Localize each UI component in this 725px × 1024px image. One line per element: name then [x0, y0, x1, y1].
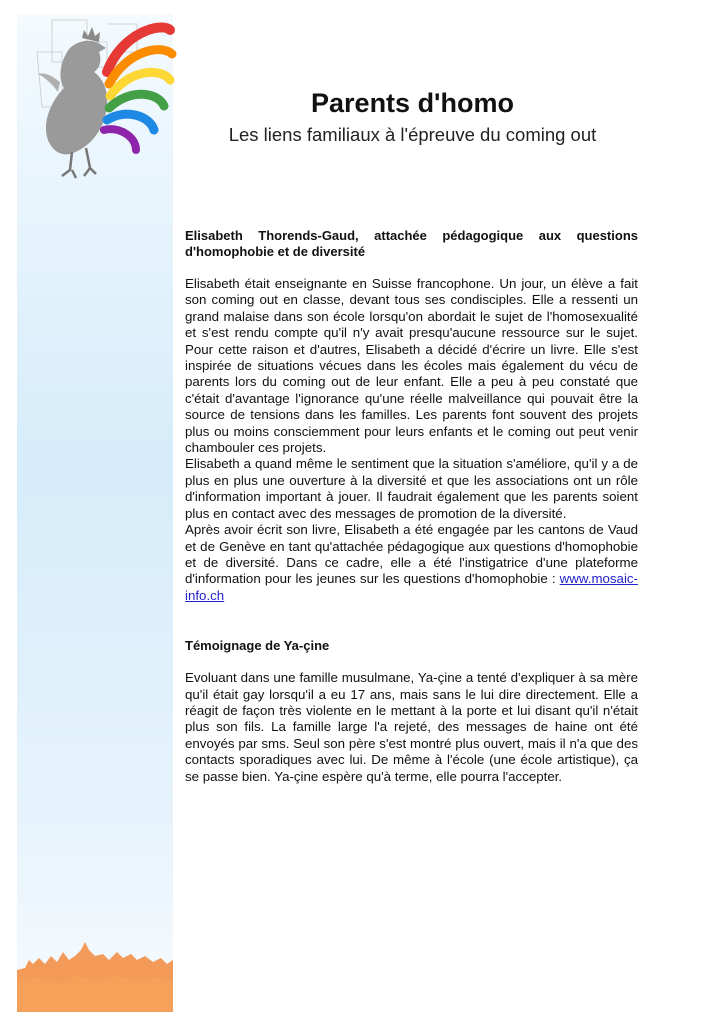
city-silhouette	[17, 930, 173, 1012]
article-body	[185, 228, 638, 785]
paragraph: Evoluant dans une famille musulmane, Ya-çine a tenté d'expliquer à sa mère qu'il était gay lorsqu'il a eu 17 ans, mais sans le lui dire directement. Elle a réagit de façon très violente en le mettant à la porte et lui disant qu'il n'était plus son fils. La famille large l'a rejeté, des messages de haine ont été envoyés par sms. Seul son père s'est montré plus ouvert, mais il n'a que des contacts sporadiques avec lui. De même à l'école (une école artistique), ça se passe bien. Ya-çine espère qu'à terme, elle pourra l'accepter.	[185, 670, 638, 784]
paragraph: Elisabeth a quand même le sentiment que la situation s'améliore, qu'il y a de plus en plus une ouverture à la diversité et que les associations ont un rôle d'information important à jouer. Il faudrait également que les parents soient plus en contact avec des messages de promotion de la diversité.	[185, 456, 638, 521]
section-heading-yacine: Témoignage de Ya-çine	[185, 638, 330, 654]
paragraph-with-link	[185, 522, 638, 604]
mosaic-info-link[interactable]: www.mosaic-info.ch	[185, 571, 638, 603]
section-heading-elisabeth: Elisabeth Thorends-Gaud, attachée pédagogique aux questions d'homophobie et de diversité	[185, 228, 638, 259]
paragraph: Elisabeth était enseignante en Suisse francophone. Un jour, un élève a fait son coming out en classe, devant tous ses condisciples. Elle a ressenti un grand malaise dans son école lorsqu'on abordait le sujet de l'homosexualité et s'est rendu compte qu'il n'y avait presqu'aucune ressource sur le sujet. Pour cette raison et d'autres, Elisabeth a décidé d'écrire un livre. Elle s'est inspirée de situations vécues dans les écoles mais également du vécu de parents lors du coming out de leur enfant. Elle a peu à peu constaté que c'était d'avantage l'ignorance qu'une réelle malveillance qui pouvait être la source de tensions dans les familles. Les parents font souvent des projets plus ou moins consciemment pour leurs enfants et le coming out peut venir chambouler ces projets.	[185, 276, 638, 456]
rooster-logo	[12, 12, 182, 202]
paragraph-text: Après avoir écrit son livre, Elisabeth a été engagée par les cantons de Vaud et de Genève en tant qu'attachée pédagogique aux questions d'homophobie et de diversité. Dans ce cadre, elle a été l'instigatrice d'une plateforme d'information pour les jeunes sur les questions d'homophobie :	[185, 522, 638, 587]
page-subtitle: Les liens familiaux à l'épreuve du coming out	[228, 124, 597, 145]
page-title: Parents d'homo	[311, 88, 514, 118]
